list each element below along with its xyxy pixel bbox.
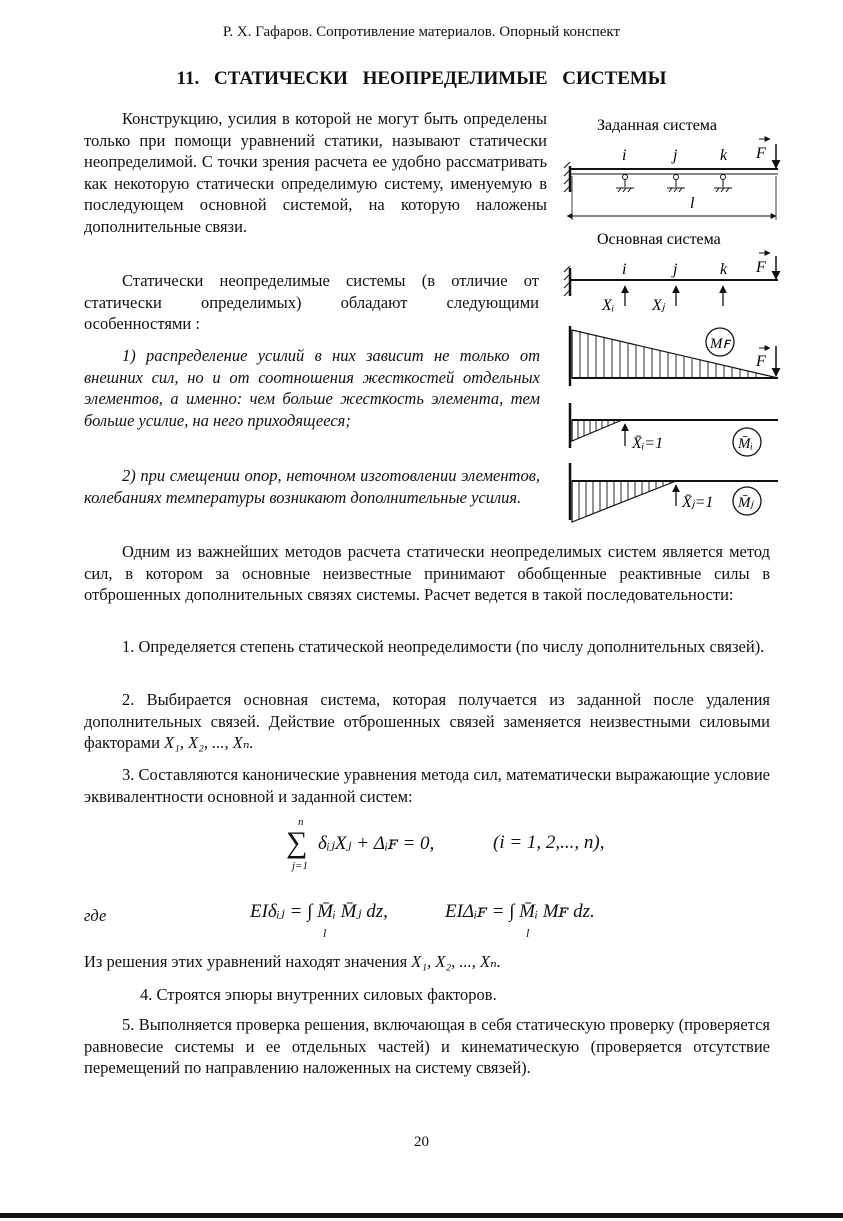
step-5: 5. Выполняется проверка решения, включающая в себя статическую проверку (проверяется равновесие системы и ее отдельных частей) и кинематическую (проверяется отсутствие перемещений по направлению наложенных на систему связей). <box>84 1015 770 1077</box>
coefficient-equations <box>250 900 650 945</box>
integral-lower-limit-2: l <box>526 926 530 940</box>
label-MF: Mꜰ <box>710 336 730 352</box>
intro-paragraph: Конструкцию, усилия в которой не могут быть определены только при помощи уравнений статики, называют статически неопределимой. С точки зрения расчета ее удобно рассматривать как некоторую статически определимую систему, именуемую в последующем основной системой, на которую наложены дополнительные связи. <box>84 109 547 236</box>
solution-unknowns: X₁, X₂, ..., Xₙ. <box>411 952 501 971</box>
label-Mj: M̄ⱼ <box>738 495 754 511</box>
step-2-unknowns: X₁, X₂, ..., Xₙ. <box>164 733 254 752</box>
running-header: Р. Х. Гафаров. Сопротивление материалов. Опорный конспект <box>222 24 621 40</box>
label-Xj-unit: X̄ⱼ=1 <box>682 494 714 511</box>
step-2-text: 2. Выбирается основная система, которая получается из заданной после удаления дополнительных связей. Действие отброшенных связей заменяется неизвестными силовыми факторами <box>84 690 770 752</box>
mf-diagram <box>570 326 778 386</box>
step-4: 4. Строятся эпюры внутренних силовых факторов. <box>140 985 497 1004</box>
label-Xi: Xᵢ <box>602 297 615 314</box>
label-F-basic: F <box>756 259 766 276</box>
canonical-equation <box>286 816 648 882</box>
sum-upper-limit: n <box>298 816 304 828</box>
label-F: F <box>756 145 766 162</box>
step-2 <box>84 689 770 754</box>
equation-body: δᵢⱼXⱼ + Δᵢꜰ = 0, <box>318 833 435 854</box>
label-F-mf: F <box>756 353 766 370</box>
force-method-figure <box>560 108 790 533</box>
mj-diagram <box>570 463 778 522</box>
label-Xi-unit: X̄ᵢ=1 <box>632 435 664 452</box>
method-paragraph: Одним из важнейших методов расчета статически неопределимых систем является метод сил, в котором за основные неизвестные принимают обобщенные реактивные силы в отброшенных дополнительных связях системы. Расчет ведется в такой последовательности: <box>84 542 770 604</box>
delta-ij-formula: EIδᵢⱼ = ∫ M̄ᵢ M̄ⱼ dz, <box>250 901 388 922</box>
label-l: l <box>690 195 695 212</box>
section-title: 11. СТАТИЧЕСКИ НЕОПРЕДЕЛИМЫЕ СИСТЕМЫ <box>176 68 667 89</box>
solution-text: Из решения этих уравнений находят значения <box>84 952 408 971</box>
label-j-basic: j <box>673 261 678 278</box>
label-k: k <box>720 147 728 164</box>
feature-1: 1) распределение усилий в них зависит не только от внешних сил, но и от соотношения жесткостей отдельных элементов, а именно: чем больше жесткость элемента, тем больше усилие, на него приходящееся; <box>84 346 540 430</box>
caption-given-system: Заданная система <box>597 117 717 134</box>
given-system-beam <box>564 139 778 220</box>
step-3: 3. Составляются канонические уравнения метода сил, математически выражающие условие эквивалентности основной и заданной систем: <box>84 765 770 806</box>
sum-lower-limit: j=1 <box>292 860 308 872</box>
label-Xj: Xⱼ <box>652 297 665 314</box>
sum-symbol: ∑ <box>286 826 308 859</box>
label-j: j <box>673 147 678 164</box>
page-number: 20 <box>414 1134 429 1150</box>
features-paragraph: Статически неопределимые системы (в отличие от статически определимых) обладают следующими особенностями : <box>84 271 539 333</box>
feature-2: 2) при смещении опор, неточном изготовлении элементов, колебаниях температуры возникают дополнительные усилия. <box>84 466 540 507</box>
solution-line <box>84 951 770 973</box>
step-1: 1. Определяется степень статической неопределимости (по числу дополнительных связей). <box>122 637 765 656</box>
label-Mi: M̄ᵢ <box>738 436 753 452</box>
caption-basic-system: Основная система <box>597 231 721 248</box>
where-label: где <box>84 906 107 925</box>
label-i-basic: i <box>622 261 627 278</box>
integral-lower-limit-1: l <box>323 926 327 940</box>
basic-system-beam <box>564 253 778 306</box>
label-k-basic: k <box>720 261 728 278</box>
label-i: i <box>622 147 627 164</box>
scan-edge-bar <box>0 1213 843 1218</box>
equation-range: (i = 1, 2,..., n), <box>493 832 605 853</box>
delta-iF-formula: EIΔᵢꜰ = ∫ M̄ᵢ Mꜰ dz. <box>445 901 595 922</box>
